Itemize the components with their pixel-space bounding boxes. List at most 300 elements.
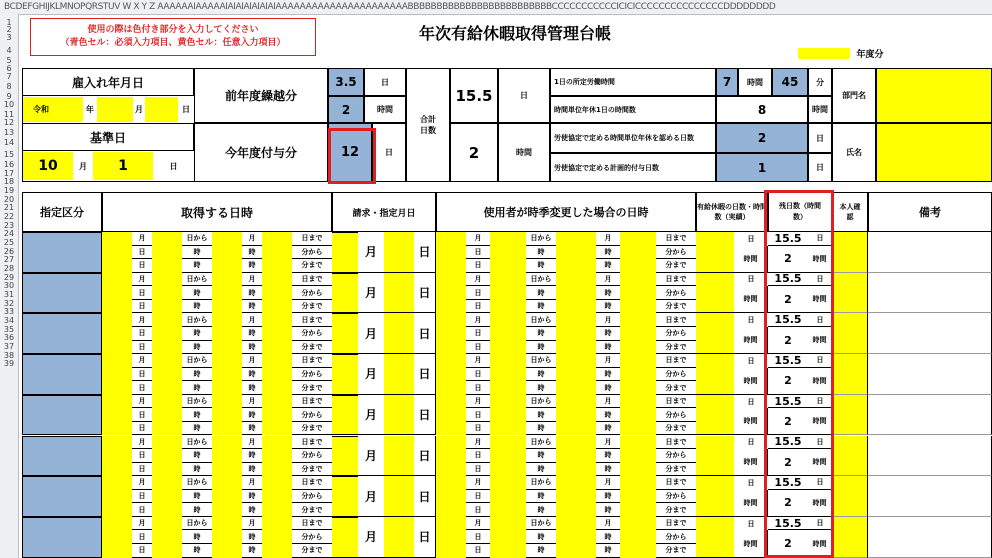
changed-input-a[interactable] xyxy=(436,463,466,477)
take-input-b[interactable] xyxy=(152,503,182,517)
designation-input[interactable] xyxy=(22,354,102,395)
take-input-d[interactable] xyxy=(262,408,292,422)
changed-input-d[interactable] xyxy=(620,232,656,246)
take-input-b[interactable] xyxy=(152,476,182,490)
designation-input[interactable] xyxy=(22,313,102,354)
confirm-input[interactable] xyxy=(832,517,868,558)
take-input-c[interactable] xyxy=(212,341,242,355)
take-input-b[interactable] xyxy=(152,300,182,314)
changed-input-a[interactable] xyxy=(436,300,466,314)
changed-input-a[interactable] xyxy=(436,327,466,341)
remarks-input[interactable] xyxy=(868,273,992,314)
hire-year-unit: 年 xyxy=(86,105,94,114)
base-date-month-value[interactable]: 10 xyxy=(23,152,73,180)
changed-input-a[interactable] xyxy=(436,259,466,273)
changed-input-c[interactable] xyxy=(556,341,596,355)
confirm-input[interactable] xyxy=(832,273,868,314)
take-input-b[interactable] xyxy=(152,381,182,395)
take-input-c[interactable] xyxy=(212,517,242,531)
employee-name-input[interactable] xyxy=(876,123,992,182)
changed-input-b[interactable] xyxy=(490,530,526,544)
changed-input-c[interactable] xyxy=(556,503,596,517)
changed-input-a[interactable] xyxy=(436,273,466,287)
take-input-c[interactable] xyxy=(212,368,242,382)
changed-input-a[interactable] xyxy=(436,395,466,409)
actual-hours-input[interactable] xyxy=(696,490,734,517)
take-input-d[interactable] xyxy=(262,436,292,450)
take-input-b[interactable] xyxy=(152,327,182,341)
confirm-input[interactable] xyxy=(832,476,868,517)
confirm-input[interactable] xyxy=(832,436,868,477)
actual-days-input[interactable] xyxy=(696,476,734,490)
take-input-a[interactable] xyxy=(102,313,132,327)
changed-input-c[interactable] xyxy=(556,368,596,382)
take-input-d[interactable] xyxy=(262,273,292,287)
take-input-c[interactable] xyxy=(212,259,242,273)
changed-input-d[interactable] xyxy=(620,530,656,544)
col-confirm: 本人確認 xyxy=(832,192,868,232)
take-input-a[interactable] xyxy=(102,395,132,409)
take-input-d[interactable] xyxy=(262,449,292,463)
planned-days-label: 労使協定で定める計画的付与日数 xyxy=(550,153,716,182)
fiscal-year-input[interactable] xyxy=(798,48,850,59)
take-input-b[interactable] xyxy=(152,368,182,382)
labor-days-unit: 日 xyxy=(808,123,832,153)
take-input-d[interactable] xyxy=(262,422,292,436)
take-input-c[interactable] xyxy=(212,449,242,463)
changed-input-d[interactable] xyxy=(620,544,656,558)
changed-input-a[interactable] xyxy=(436,517,466,531)
take-input-c[interactable] xyxy=(212,300,242,314)
planned-days-input[interactable]: 1 xyxy=(716,153,808,182)
take-input-b[interactable] xyxy=(152,246,182,260)
request-day-input[interactable] xyxy=(384,354,414,395)
changed-input-b[interactable] xyxy=(490,286,526,300)
take-input-c[interactable] xyxy=(212,408,242,422)
changed-input-c[interactable] xyxy=(556,246,596,260)
take-unit-a: 日 xyxy=(132,381,152,395)
row-number: 30 xyxy=(3,281,15,291)
take-input-c[interactable] xyxy=(212,436,242,450)
changed-input-c[interactable] xyxy=(556,530,596,544)
actual-hours-unit: 時間 xyxy=(734,368,768,395)
actual-hours-input[interactable] xyxy=(696,327,734,354)
take-input-d[interactable] xyxy=(262,341,292,355)
changed-input-d[interactable] xyxy=(620,286,656,300)
take-input-a[interactable] xyxy=(102,354,132,368)
request-month-input[interactable] xyxy=(332,313,358,354)
take-input-c[interactable] xyxy=(212,395,242,409)
take-input-c[interactable] xyxy=(212,273,242,287)
take-input-b[interactable] xyxy=(152,232,182,246)
actual-days-input[interactable] xyxy=(696,354,734,368)
remarks-input[interactable] xyxy=(868,354,992,395)
changed-input-c[interactable] xyxy=(556,381,596,395)
hire-year-input[interactable] xyxy=(59,97,83,122)
changed-unit-c: 時 xyxy=(596,408,620,422)
take-input-b[interactable] xyxy=(152,273,182,287)
column-header-bar xyxy=(0,0,992,15)
changed-input-d[interactable] xyxy=(620,476,656,490)
changed-input-b[interactable] xyxy=(490,327,526,341)
changed-input-a[interactable] xyxy=(436,408,466,422)
changed-input-c[interactable] xyxy=(556,232,596,246)
remarks-input[interactable] xyxy=(868,313,992,354)
changed-input-a[interactable] xyxy=(436,449,466,463)
take-input-b[interactable] xyxy=(152,436,182,450)
take-input-a[interactable] xyxy=(102,300,132,314)
changed-unit-a: 日 xyxy=(466,246,490,260)
changed-input-a[interactable] xyxy=(436,246,466,260)
work-minutes-input[interactable]: 45 xyxy=(772,68,808,96)
changed-input-a[interactable] xyxy=(436,436,466,450)
changed-input-c[interactable] xyxy=(556,273,596,287)
take-input-b[interactable] xyxy=(152,449,182,463)
changed-input-b[interactable] xyxy=(490,381,526,395)
take-input-d[interactable] xyxy=(262,517,292,531)
take-input-d[interactable] xyxy=(262,503,292,517)
take-input-c[interactable] xyxy=(212,381,242,395)
take-input-a[interactable] xyxy=(102,327,132,341)
changed-input-d[interactable] xyxy=(620,300,656,314)
request-month-input[interactable] xyxy=(332,517,358,558)
remarks-input[interactable] xyxy=(868,232,992,273)
changed-input-d[interactable] xyxy=(620,259,656,273)
changed-unit-d: 日まで xyxy=(656,476,696,490)
changed-input-b[interactable] xyxy=(490,449,526,463)
work-hours-input[interactable]: 7 xyxy=(716,68,738,96)
request-day-input[interactable] xyxy=(384,395,414,436)
changed-input-c[interactable] xyxy=(556,463,596,477)
request-month-input[interactable] xyxy=(332,476,358,517)
take-input-a[interactable] xyxy=(102,449,132,463)
labor-days-input[interactable]: 2 xyxy=(716,123,808,153)
changed-input-c[interactable] xyxy=(556,395,596,409)
take-input-a[interactable] xyxy=(102,246,132,260)
grant-days-input[interactable]: 12 xyxy=(328,123,372,182)
changed-input-a[interactable] xyxy=(436,354,466,368)
changed-input-a[interactable] xyxy=(436,313,466,327)
changed-input-d[interactable] xyxy=(620,246,656,260)
changed-unit-b: 時 xyxy=(526,368,556,382)
take-input-d[interactable] xyxy=(262,368,292,382)
actual-hours-input[interactable] xyxy=(696,368,734,395)
take-input-d[interactable] xyxy=(262,463,292,477)
confirm-input[interactable] xyxy=(832,354,868,395)
take-input-b[interactable] xyxy=(152,517,182,531)
actual-days-input[interactable] xyxy=(696,395,734,409)
take-input-a[interactable] xyxy=(102,259,132,273)
actual-hours-input[interactable] xyxy=(696,530,734,557)
changed-unit-a: 日 xyxy=(466,327,490,341)
actual-hours-input[interactable] xyxy=(696,408,734,435)
changed-input-d[interactable] xyxy=(620,341,656,355)
carryover-days-input[interactable]: 3.5 xyxy=(328,68,364,96)
row-number: 24 xyxy=(3,229,15,239)
take-input-d[interactable] xyxy=(262,530,292,544)
changed-input-b[interactable] xyxy=(490,313,526,327)
take-input-d[interactable] xyxy=(262,232,292,246)
take-input-b[interactable] xyxy=(152,341,182,355)
take-input-a[interactable] xyxy=(102,436,132,450)
actual-hours-input[interactable] xyxy=(696,449,734,476)
take-input-d[interactable] xyxy=(262,476,292,490)
take-input-c[interactable] xyxy=(212,530,242,544)
designation-input[interactable] xyxy=(22,436,102,477)
request-month-input[interactable] xyxy=(332,354,358,395)
changed-input-b[interactable] xyxy=(490,476,526,490)
changed-input-a[interactable] xyxy=(436,368,466,382)
changed-unit-d: 分まで xyxy=(656,422,696,436)
changed-input-d[interactable] xyxy=(620,517,656,531)
take-unit-c: 時 xyxy=(242,259,262,273)
changed-input-c[interactable] xyxy=(556,286,596,300)
changed-input-d[interactable] xyxy=(620,449,656,463)
changed-input-b[interactable] xyxy=(490,354,526,368)
take-input-a[interactable] xyxy=(102,273,132,287)
changed-unit-c: 時 xyxy=(596,341,620,355)
remarks-input[interactable] xyxy=(868,476,992,517)
changed-input-d[interactable] xyxy=(620,436,656,450)
take-input-a[interactable] xyxy=(102,341,132,355)
base-date-day-unit: 日 xyxy=(169,161,178,171)
changed-input-a[interactable] xyxy=(436,530,466,544)
take-input-c[interactable] xyxy=(212,544,242,558)
take-input-a[interactable] xyxy=(102,232,132,246)
take-input-b[interactable] xyxy=(152,422,182,436)
changed-input-a[interactable] xyxy=(436,422,466,436)
request-day-input[interactable] xyxy=(384,517,414,558)
actual-days-input[interactable] xyxy=(696,232,734,246)
request-month-input[interactable] xyxy=(332,395,358,436)
take-input-c[interactable] xyxy=(212,246,242,260)
col-remaining: 残日数（時間数） xyxy=(768,192,832,232)
changed-unit-d: 日まで xyxy=(656,273,696,287)
take-input-d[interactable] xyxy=(262,313,292,327)
row-number: 10 xyxy=(3,100,15,109)
department-input[interactable] xyxy=(876,68,992,123)
request-month-input[interactable] xyxy=(332,273,358,314)
remaining-days-unit: 日 xyxy=(808,436,832,450)
carryover-hours-input[interactable]: 2 xyxy=(328,96,364,123)
request-month-input[interactable] xyxy=(332,232,358,273)
changed-input-b[interactable] xyxy=(490,408,526,422)
changed-input-d[interactable] xyxy=(620,381,656,395)
changed-input-b[interactable] xyxy=(490,259,526,273)
changed-input-a[interactable] xyxy=(436,544,466,558)
take-input-a[interactable] xyxy=(102,544,132,558)
request-month-unit: 月 xyxy=(358,354,384,395)
take-input-b[interactable] xyxy=(152,490,182,504)
changed-input-a[interactable] xyxy=(436,286,466,300)
take-input-b[interactable] xyxy=(152,286,182,300)
actual-days-input[interactable] xyxy=(696,313,734,327)
changed-input-c[interactable] xyxy=(556,544,596,558)
changed-input-a[interactable] xyxy=(436,341,466,355)
changed-input-c[interactable] xyxy=(556,490,596,504)
take-unit-b: 日から xyxy=(182,436,212,450)
remarks-input[interactable] xyxy=(868,436,992,477)
take-unit-c: 時 xyxy=(242,300,262,314)
changed-input-b[interactable] xyxy=(490,368,526,382)
hire-month-input[interactable] xyxy=(97,97,133,122)
remaining-days-unit: 日 xyxy=(808,232,832,246)
take-input-a[interactable] xyxy=(102,517,132,531)
remarks-input[interactable] xyxy=(868,395,992,436)
take-input-b[interactable] xyxy=(152,259,182,273)
take-input-c[interactable] xyxy=(212,503,242,517)
changed-input-b[interactable] xyxy=(490,246,526,260)
take-input-a[interactable] xyxy=(102,476,132,490)
changed-input-b[interactable] xyxy=(490,490,526,504)
take-input-d[interactable] xyxy=(262,327,292,341)
take-input-d[interactable] xyxy=(262,286,292,300)
take-input-c[interactable] xyxy=(212,422,242,436)
request-day-input[interactable] xyxy=(384,476,414,517)
changed-input-d[interactable] xyxy=(620,503,656,517)
row-number: 3 xyxy=(6,33,12,42)
changed-unit-a: 日 xyxy=(466,449,490,463)
changed-unit-a: 日 xyxy=(466,422,490,436)
take-input-d[interactable] xyxy=(262,395,292,409)
changed-input-c[interactable] xyxy=(556,313,596,327)
changed-input-b[interactable] xyxy=(490,395,526,409)
take-input-c[interactable] xyxy=(212,463,242,477)
take-input-a[interactable] xyxy=(102,286,132,300)
take-input-c[interactable] xyxy=(212,327,242,341)
take-input-d[interactable] xyxy=(262,544,292,558)
changed-input-a[interactable] xyxy=(436,503,466,517)
request-day-input[interactable] xyxy=(384,273,414,314)
designation-input[interactable] xyxy=(22,395,102,436)
changed-input-c[interactable] xyxy=(556,422,596,436)
take-input-c[interactable] xyxy=(212,286,242,300)
base-date-day-value[interactable]: 1 xyxy=(93,152,153,180)
designation-input[interactable] xyxy=(22,273,102,314)
changed-input-c[interactable] xyxy=(556,436,596,450)
changed-input-d[interactable] xyxy=(620,490,656,504)
changed-input-c[interactable] xyxy=(556,300,596,314)
take-input-b[interactable] xyxy=(152,544,182,558)
changed-input-d[interactable] xyxy=(620,273,656,287)
changed-input-c[interactable] xyxy=(556,517,596,531)
changed-input-c[interactable] xyxy=(556,449,596,463)
request-day-input[interactable] xyxy=(384,232,414,273)
changed-input-d[interactable] xyxy=(620,313,656,327)
take-input-b[interactable] xyxy=(152,463,182,477)
take-input-c[interactable] xyxy=(212,232,242,246)
changed-input-a[interactable] xyxy=(436,476,466,490)
request-month-input[interactable] xyxy=(332,436,358,477)
take-input-d[interactable] xyxy=(262,300,292,314)
take-input-b[interactable] xyxy=(152,395,182,409)
take-input-a[interactable] xyxy=(102,530,132,544)
confirm-input[interactable] xyxy=(832,232,868,273)
actual-days-input[interactable] xyxy=(696,517,734,531)
take-input-d[interactable] xyxy=(262,246,292,260)
take-input-b[interactable] xyxy=(152,354,182,368)
actual-days-input[interactable] xyxy=(696,273,734,287)
take-input-a[interactable] xyxy=(102,408,132,422)
take-input-a[interactable] xyxy=(102,503,132,517)
take-input-d[interactable] xyxy=(262,490,292,504)
changed-input-c[interactable] xyxy=(556,476,596,490)
take-input-d[interactable] xyxy=(262,381,292,395)
changed-input-a[interactable] xyxy=(436,381,466,395)
changed-input-a[interactable] xyxy=(436,490,466,504)
total-label-line1: 合計 xyxy=(420,115,436,124)
take-input-c[interactable] xyxy=(212,476,242,490)
changed-input-b[interactable] xyxy=(490,463,526,477)
designation-input[interactable] xyxy=(22,232,102,273)
designation-input[interactable] xyxy=(22,517,102,558)
changed-input-b[interactable] xyxy=(490,544,526,558)
confirm-input[interactable] xyxy=(832,313,868,354)
changed-input-d[interactable] xyxy=(620,354,656,368)
take-input-b[interactable] xyxy=(152,530,182,544)
take-input-d[interactable] xyxy=(262,259,292,273)
changed-input-c[interactable] xyxy=(556,259,596,273)
changed-input-b[interactable] xyxy=(490,232,526,246)
changed-input-d[interactable] xyxy=(620,408,656,422)
changed-input-b[interactable] xyxy=(490,273,526,287)
take-input-b[interactable] xyxy=(152,408,182,422)
hire-day-input[interactable] xyxy=(145,97,178,122)
take-input-a[interactable] xyxy=(102,368,132,382)
take-input-c[interactable] xyxy=(212,313,242,327)
remarks-input[interactable] xyxy=(868,517,992,558)
designation-input[interactable] xyxy=(22,476,102,517)
actual-hours-input[interactable] xyxy=(696,286,734,313)
take-input-a[interactable] xyxy=(102,463,132,477)
changed-input-b[interactable] xyxy=(490,300,526,314)
take-input-c[interactable] xyxy=(212,354,242,368)
changed-input-d[interactable] xyxy=(620,463,656,477)
request-day-input[interactable] xyxy=(384,436,414,477)
changed-input-a[interactable] xyxy=(436,232,466,246)
changed-input-c[interactable] xyxy=(556,354,596,368)
changed-input-b[interactable] xyxy=(490,422,526,436)
changed-input-d[interactable] xyxy=(620,368,656,382)
changed-input-b[interactable] xyxy=(490,341,526,355)
changed-unit-a: 日 xyxy=(466,490,490,504)
hourly-leave-label: 時間単位年休1日の時間数 xyxy=(550,96,716,123)
take-input-a[interactable] xyxy=(102,381,132,395)
changed-input-c[interactable] xyxy=(556,327,596,341)
changed-input-b[interactable] xyxy=(490,503,526,517)
changed-input-c[interactable] xyxy=(556,408,596,422)
changed-input-d[interactable] xyxy=(620,327,656,341)
take-input-b[interactable] xyxy=(152,313,182,327)
take-input-d[interactable] xyxy=(262,354,292,368)
take-input-c[interactable] xyxy=(212,490,242,504)
actual-days-input[interactable] xyxy=(696,436,734,450)
actual-days-unit: 日 xyxy=(747,478,755,487)
take-input-a[interactable] xyxy=(102,422,132,436)
take-input-a[interactable] xyxy=(102,490,132,504)
take-unit-b: 時 xyxy=(182,490,212,504)
changed-unit-c: 月 xyxy=(596,476,620,490)
take-unit-c: 月 xyxy=(242,476,262,490)
remaining-days-value: 15.5 xyxy=(768,436,808,450)
actual-hours-input[interactable] xyxy=(696,246,734,273)
changed-input-b[interactable] xyxy=(490,436,526,450)
changed-input-d[interactable] xyxy=(620,395,656,409)
request-day-input[interactable] xyxy=(384,313,414,354)
changed-input-d[interactable] xyxy=(620,422,656,436)
confirm-input[interactable] xyxy=(832,395,868,436)
changed-input-b[interactable] xyxy=(490,517,526,531)
